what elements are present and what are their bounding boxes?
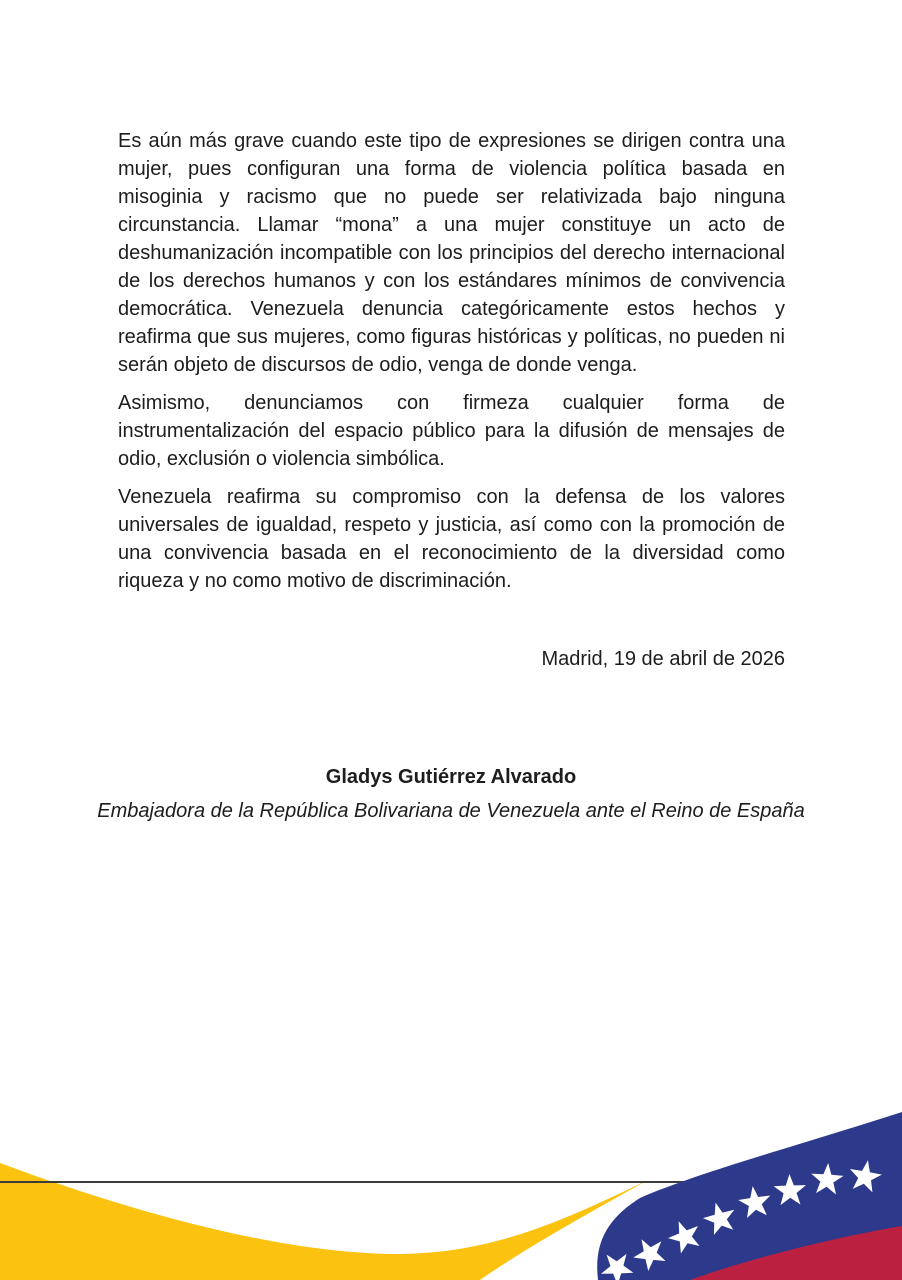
letter-body xyxy=(118,127,785,673)
body-paragraph-3: Venezuela reafirma su compromiso con la defensa de los valores universales de igualdad, respeto y justicia, así como con la promoción de una convivencia basada en el reconocimiento de la diversidad como riqueza y no como motivo de discriminación. xyxy=(118,486,785,592)
body-paragraph-1: Es aún más grave cuando este tipo de expresiones se dirigen contra una mujer, pues configuran una forma de violencia política basada en misoginia y racismo que no puede ser relativizada bajo ninguna circunstancia. Llamar “mona” a una mujer constituye un acto de deshumanización incompatible con los principios del derecho internacional de los derechos humanos y con los estándares mínimos de convivencia democrática. Venezuela denuncia categóricamente estos hechos y reafirma que sus mujeres, como figuras históricas y políticas, no pueden ni serán objeto de discursos de odio, venga de donde venga. xyxy=(118,130,785,376)
dateline: Madrid, 19 de abril de 2026 xyxy=(541,648,785,670)
flag-wave-decoration xyxy=(0,1100,902,1280)
signer-title: Embajadora de la República Bolivariana de Venezuela ante el Reino de España xyxy=(97,800,805,822)
yellow-wave-shape xyxy=(0,1163,648,1280)
body-paragraph-2: Asimismo, denunciamos con firmeza cualquier forma de instrumentalización del espacio público para la difusión de mensajes de odio, exclusión o violencia simbólica. xyxy=(118,392,785,470)
signer-name: Gladys Gutiérrez Alvarado xyxy=(325,766,577,788)
signature-block xyxy=(92,763,810,825)
